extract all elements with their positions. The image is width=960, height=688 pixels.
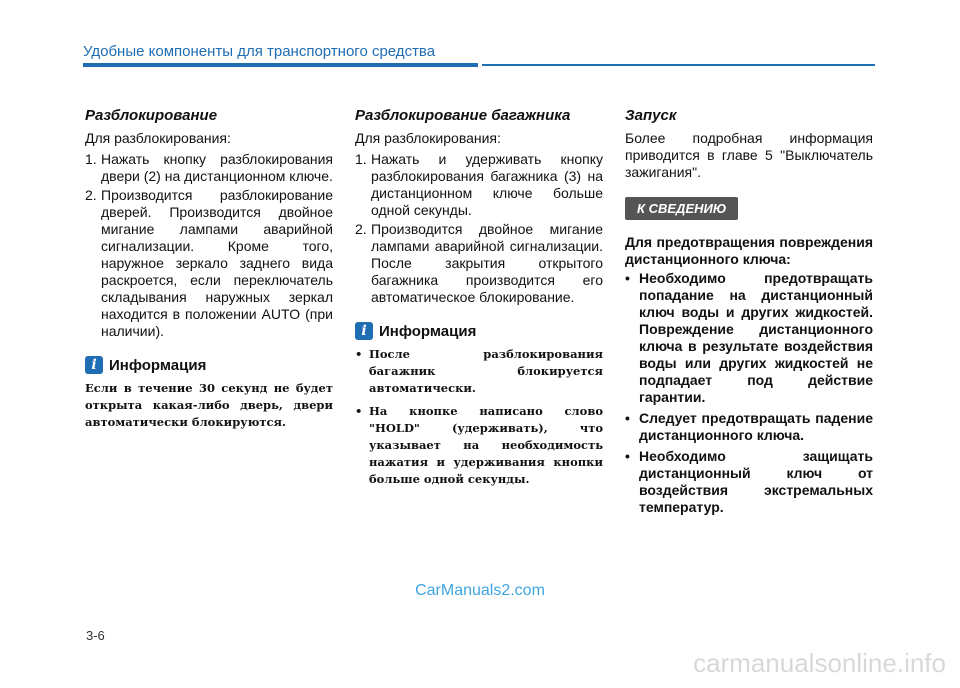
intro-text: Для разблокирования:: [355, 130, 501, 146]
step-text: Нажать и удерживать кнопку разблокирования багажника (3) на дистанционном ключе больше одной секунды.: [371, 151, 603, 218]
column-start: [625, 107, 873, 520]
list-item: [355, 221, 603, 306]
info-list: [355, 346, 603, 488]
list-item: [85, 151, 333, 185]
step-text: Производится разблокирование дверей. Производится двойное мигание лампами аварийной сигнализации. Кроме того, наружное зеркало заднего вида раскроется, если переключатель складывания наружных зеркал находится в положении AUTO (при наличии).: [101, 187, 333, 339]
step-text: Нажать кнопку разблокирования двери (2) на дистанционном ключе.: [101, 151, 333, 184]
heading-start: Запуск: [625, 107, 677, 124]
info-icon: i: [85, 356, 103, 374]
list-item: • После разблокирования багажник блокируется автоматически.: [355, 346, 603, 397]
steps-list: [355, 151, 603, 306]
list-item: [355, 151, 603, 219]
watermark-text: carmanualsonline.info: [693, 648, 946, 678]
intro-text: Для разблокирования:: [85, 130, 231, 146]
info-header: [85, 356, 333, 374]
list-item: • Необходимо предотвращать попадание на дистанционный ключ воды и других жидкостей. Повреждение дистанционного ключа в результате воздействия воды или других жидкостей не подпадает под действие гарантии.: [625, 270, 873, 406]
section-title: Удобные компоненты для транспортного средства: [83, 43, 436, 60]
list-item: • Необходимо защищать дистанционный ключ от воздействия экстремальных температур.: [625, 448, 873, 516]
step-number: 1.: [85, 151, 97, 167]
column-unlock: [85, 107, 333, 431]
step-number: 2.: [85, 187, 97, 203]
caution-title: Для предотвращения повреждения дистанционного ключа:: [625, 234, 873, 267]
info-title: Информация: [109, 356, 207, 374]
steps-list: [85, 151, 333, 340]
list-item: • На кнопке написано слово "HOLD" (удерживать), что указывает на необходимость нажатия и удерживания кнопки больше одной секунды.: [355, 403, 603, 488]
step-number: 2.: [355, 221, 367, 237]
info-header: [355, 322, 603, 340]
list-item: • Следует предотвращать падение дистанционного ключа.: [625, 410, 873, 444]
info-text: Если в течение 30 секунд не будет открыта какая-либо дверь, двери автоматически блокируются.: [85, 381, 333, 429]
header-rule-thin: [482, 64, 875, 66]
caution-list: [625, 270, 873, 516]
header-rule: [83, 63, 478, 67]
heading-trunk-unlock: Разблокирование багажника: [355, 107, 571, 124]
step-number: 1.: [355, 151, 367, 167]
list-item: [85, 187, 333, 340]
info-icon: i: [355, 322, 373, 340]
page-number: 3-6: [86, 628, 105, 643]
notice-badge: К СВЕДЕНИЮ: [625, 197, 738, 220]
start-text: Более подробная информация приводится в главе 5 "Выключатель зажигания".: [625, 130, 873, 180]
column-trunk-unlock: [355, 107, 603, 494]
watermark-link[interactable]: CarManuals2.com: [415, 582, 545, 599]
heading-unlock: Разблокирование: [85, 107, 218, 124]
step-text: Производится двойное мигание лампами аварийной сигнализации. После закрытия открытого багажника производится его автоматическое блокирование.: [371, 221, 603, 305]
info-title: Информация: [379, 322, 477, 340]
